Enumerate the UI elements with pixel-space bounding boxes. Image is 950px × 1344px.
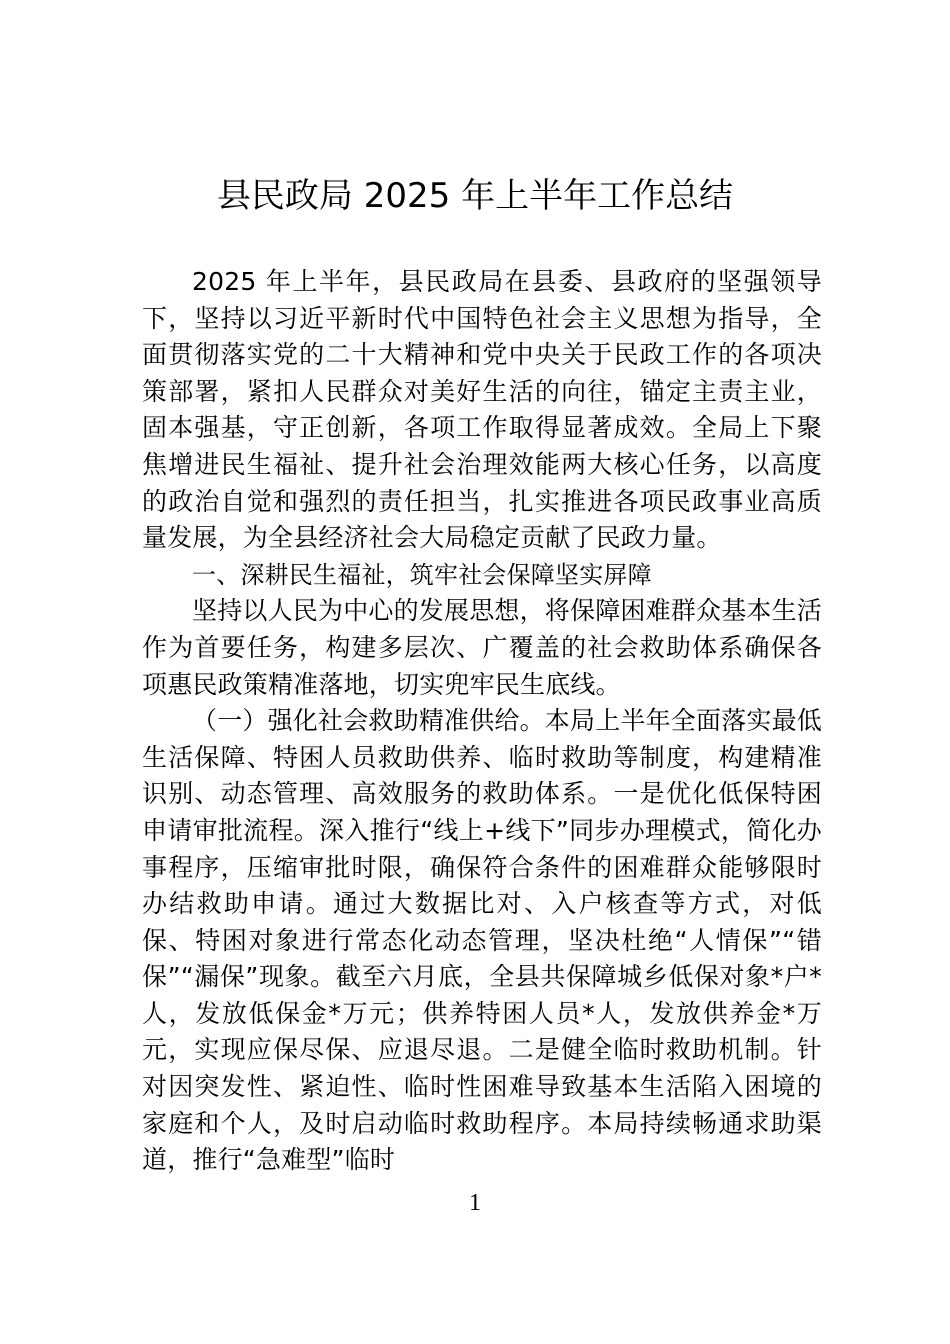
intro-paragraph: 2025 年上半年，县民政局在县委、县政府的坚强领导下，坚持以习近平新时代中国特色社会主义思想为指导，全面贯彻落实党的二十大精神和党中央关于民政工作的各项决策部署，紧扣人民群众对美好生活的向往，锚定主责主业，固本强基，守正创新，各项工作取得显著成效。全局上下聚焦增进民生福祉、提升社会治理效能两大核心任务，以高度的政治自觉和强烈的责任担当，扎实推进各项民政事业高质量发展，为全县经济社会大局稳定贡献了民政力量。 [142,267,822,553]
section-intro-paragraph: 坚持以人民为中心的发展思想，将保障困难群众基本生活作为首要任务，构建多层次、广覆盖的社会救助体系确保各项惠民政策精准落地，切实兜牢民生底线。 [142,596,823,699]
subsection-paragraph: （一）强化社会救助精准供给。本局上半年全面落实最低生活保障、特困人员救助供养、临时救助等制度，构建精准识别、动态管理、高效服务的救助体系。一是优化低保特困申请审批流程。深入推行“线上+线下”同步办理模式，简化办事程序，压缩审批时限，确保符合条件的困难群众能够限时办结救助申请。通过大数据比对、入户核查等方式，对低保、特困对象进行常态化动态管理，坚决杜绝“人情保”“错保”“漏保”现象。截至六月底，全县共保障城乡低保对象*户*人，发放低保金*万元；供养特困人员*人，发放供养金*万元，实现应保尽保、应退尽退。二是健全临时救助机制。针对因突发性、紧迫性、临时性困难导致基本生活陷入困境的家庭和个人，及时启动临时救助程序。本局持续畅通求助渠道，推行“急难型”临时 [142,706,823,1175]
page-number: 1 [469,1190,481,1216]
document-body [142,264,822,1179]
document-title: 县民政局 2025 年上半年工作总结 [216,176,734,216]
section-heading: 一、深耕民生福祉，筑牢社会保障坚实屏障 [192,560,652,589]
